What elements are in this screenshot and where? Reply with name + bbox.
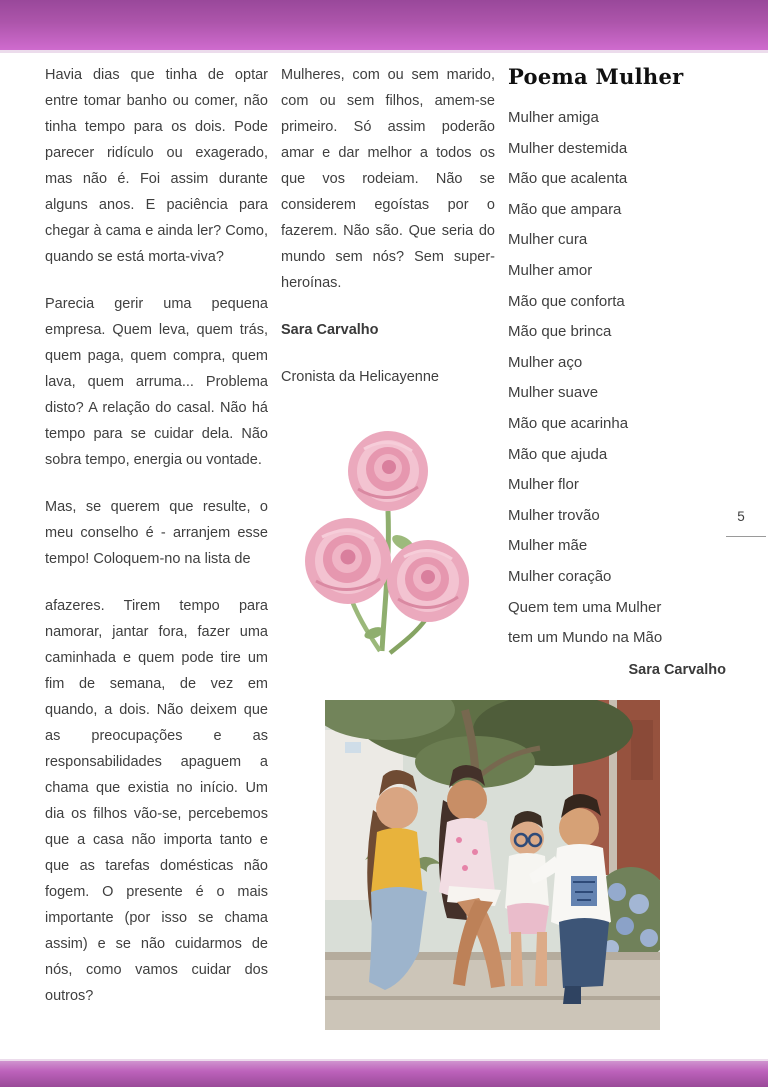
article-paragraph: Havia dias que tinha de optar entre tomar banho ou comer, não tinha tempo para os dois. Pode parecer ridículo ou exagerado, mas não é. Foi assim durante alguns anos. E paciência para chegar à cama e ainda ler? Como, quando se está morta-viva? — [45, 67, 268, 265]
poem-line: tem um Mundo na Mão — [508, 629, 663, 647]
poem-line: Mão que conforta — [508, 292, 625, 310]
article-paragraph: Mas, se querem que resulte, o meu conselho é - arranjem esse tempo! Coloquem-no na lista de — [45, 499, 268, 567]
poem-line: Mão que acarinha — [508, 414, 629, 432]
poem-line: Quem tem uma Mulher — [508, 598, 662, 616]
poem-list — [508, 103, 726, 654]
poem-line: Mão que brinca — [508, 323, 612, 341]
page-header-band — [0, 0, 768, 53]
poem-line: Mulher destemida — [508, 139, 628, 157]
page-number-rule — [726, 536, 766, 537]
poem-line: Mulher amor — [508, 261, 593, 279]
poem-line: Mulher trovão — [508, 506, 600, 524]
poem-line: Mulher mãe — [508, 537, 588, 555]
article-author-role: Cronista da Helicayenne — [281, 369, 439, 385]
family-photo — [325, 700, 660, 1030]
roses-photo — [300, 411, 476, 657]
poem-line: Mulher coração — [508, 567, 612, 585]
article-paragraph: Mulheres, com ou sem marido, com ou sem filhos, amem-se primeiro. Só assim poderão amar e dar melhor a todos os que vos rodeiam. Não se considerem egoístas por o fazerem. Não são. Que seria do mundo sem nós? Sem super-heroínas. — [281, 67, 495, 291]
poem-line: Mão que ampara — [508, 200, 622, 218]
page-footer-band — [0, 1059, 768, 1087]
poem-line: Mulher cura — [508, 231, 588, 249]
poem-line: Mulher suave — [508, 384, 599, 402]
poem-line: Mulher aço — [508, 353, 583, 371]
poem-author: Sara Carvalho — [628, 661, 726, 678]
article-paragraph: Parecia gerir uma pequena empresa. Quem leva, quem trás, quem paga, quem compra, quem lava, quem arruma... Problema disto? A relação do casal. Não há tempo para se cuidar dela. Não sobra tempo, energia ou vontade. — [45, 296, 268, 468]
rose-left — [305, 518, 391, 604]
page-number: 5 — [737, 509, 745, 524]
article-left-column — [45, 62, 268, 1030]
article-author: Sara Carvalho — [281, 322, 379, 338]
roses-illustration — [300, 411, 476, 657]
poem-line: Mão que ajuda — [508, 445, 608, 463]
poem-line: Mulher amiga — [508, 109, 599, 126]
family-photo-illustration — [325, 700, 660, 1030]
poem-title: Poema Mulher — [508, 64, 684, 89]
poem-line: Mão que acalenta — [508, 170, 628, 188]
article-paragraph: afazeres. Tirem tempo para namorar, jantar fora, fazer uma caminhada e quem pode tire um fim de semana, de vez em quando, a dois. Não deixem que as preocupações e as responsabilidades apaguem a chama que existia no início. Um dia os filhos vão-se, percebemos que a casa não importa tanto e que as tarefas domésticas não fogem. O presente é o mais importante (por isso se chama assim) e se não cuidarmos de nós, como vamos cuidar dos outros? — [45, 598, 268, 1004]
rose-right — [387, 540, 469, 622]
poem-line: Mulher flor — [508, 476, 579, 494]
rose-top — [348, 431, 428, 511]
